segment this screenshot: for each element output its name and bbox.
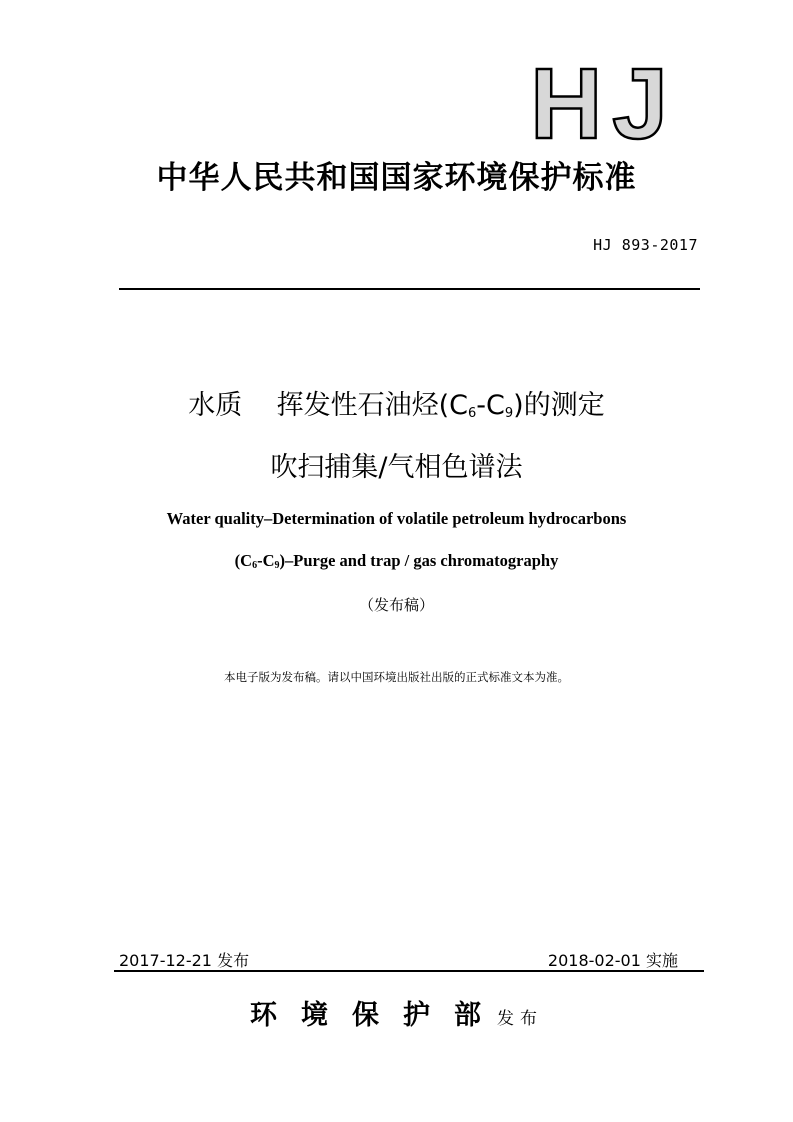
issued-label: 发布 <box>497 1009 543 1029</box>
chinese-title-line-1 <box>0 386 793 426</box>
release-status: （发布稿） <box>358 596 434 614</box>
title-en-subscript-9: 9 <box>274 560 280 571</box>
title-en-method: )–Purge and trap / gas chromatography <box>279 551 559 570</box>
chinese-title-line-2: 吹扫捕集/气相色谱法 <box>270 452 523 483</box>
issue-date: 2017-12-21 发布 <box>119 951 250 970</box>
title-en-open: (C <box>234 551 253 570</box>
title-zh-subject: 挥发性石油烃(C <box>276 390 468 421</box>
bottom-divider <box>114 970 704 972</box>
title-zh-subscript-6: 6 <box>468 406 477 421</box>
national-standard-heading: 中华人民共和国国家环境保护标准 <box>156 160 637 196</box>
implementation-date: 2018-02-01 实施 <box>547 951 678 970</box>
english-title-line-2 <box>0 551 793 571</box>
hj-logo <box>528 64 680 142</box>
title-zh-dash: -C <box>476 390 505 421</box>
standard-number: HJ 893-2017 <box>593 236 698 254</box>
title-zh-water-quality: 水质 <box>188 390 243 421</box>
top-divider <box>119 288 700 290</box>
electronic-version-notice: 本电子版为发布稿。请以中国环境出版社出版的正式标准文本为准。 <box>224 670 569 684</box>
title-zh-subscript-9: 9 <box>504 406 514 421</box>
hj-logo-text: HJ <box>530 64 678 142</box>
title-en-subscript-6: 6 <box>252 560 258 571</box>
issuer-line <box>0 996 793 1036</box>
english-title-line-1: Water quality–Determination of volatile petroleum hydrocarbons <box>166 509 627 528</box>
title-zh-determination: )的测定 <box>513 390 605 421</box>
ministry-name: 环境保护部 <box>250 1000 505 1031</box>
title-en-dash: -C <box>257 551 275 570</box>
